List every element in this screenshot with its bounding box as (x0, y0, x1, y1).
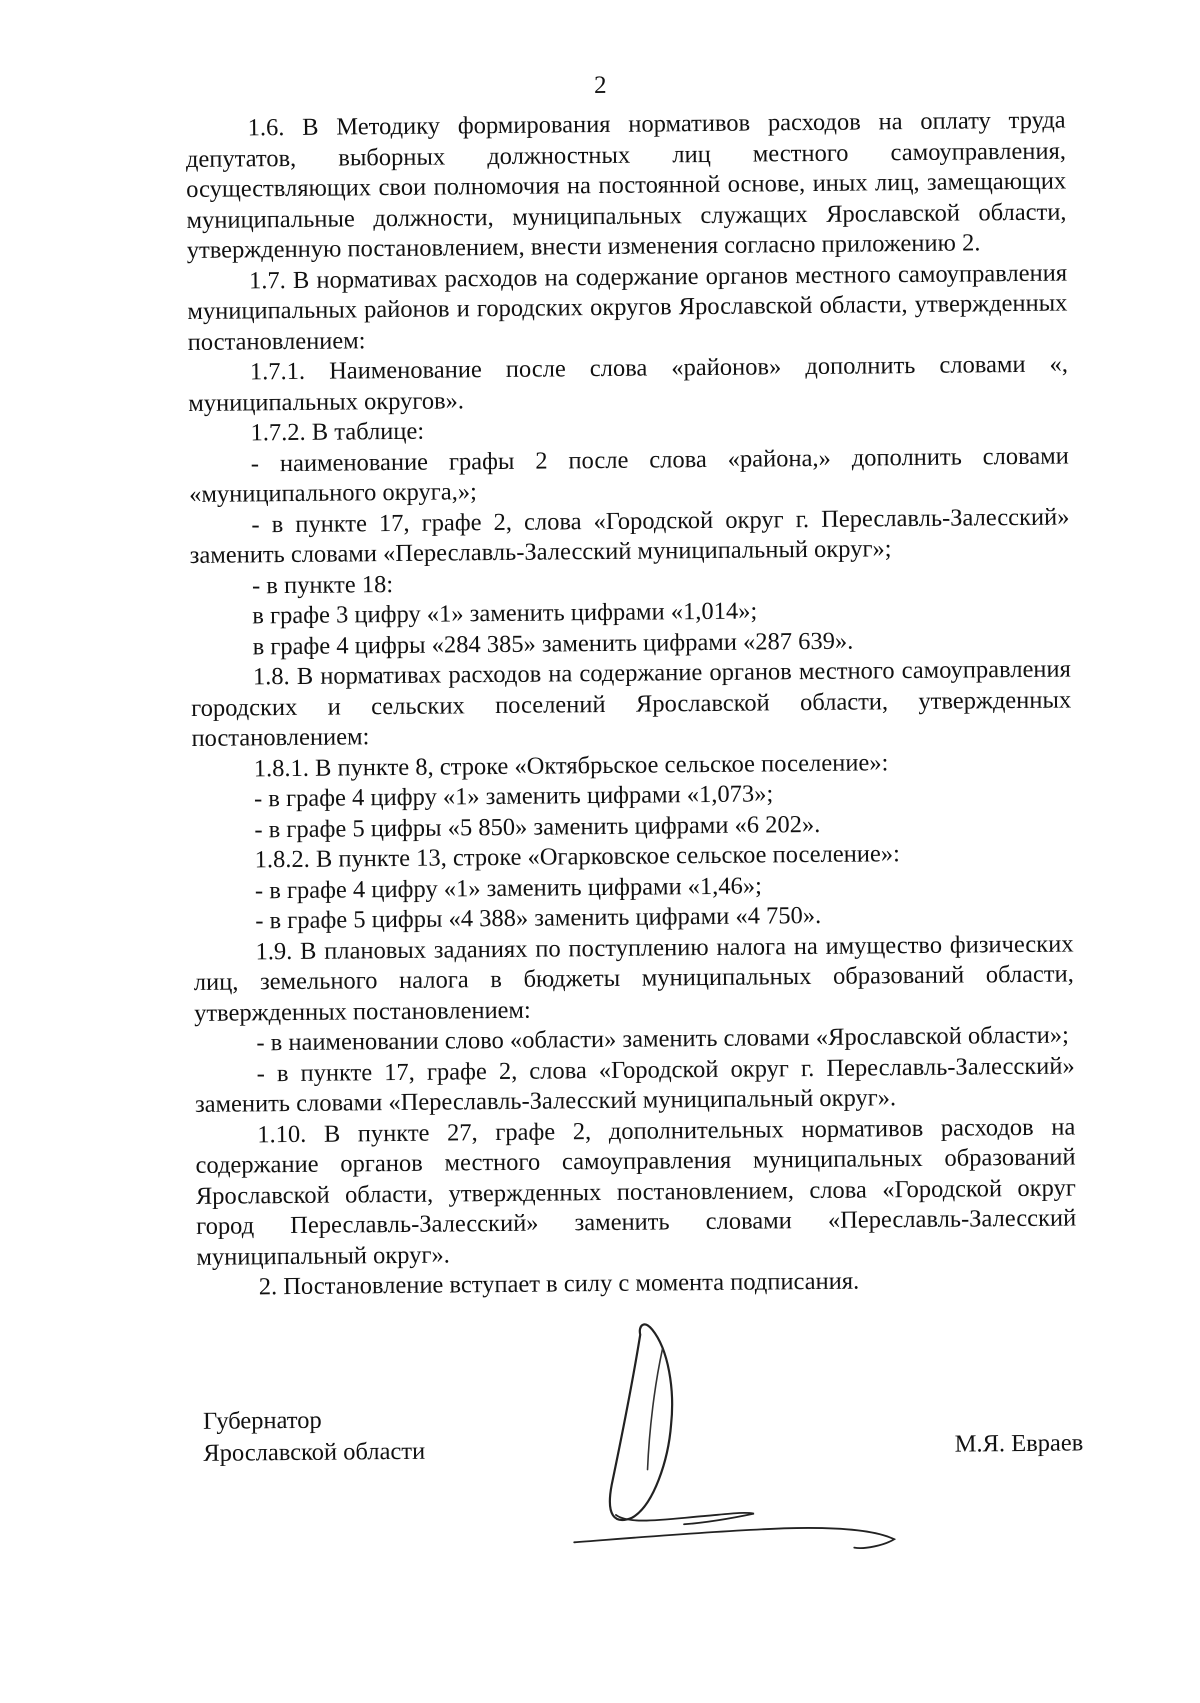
paragraph-1-6: 1.6. В Методику формирования нормативов расходов на оплату труда депутатов, выборных должностных лиц местного самоуправления, осуществляющих свои полномочия на постоянной основе, иных лиц, замещающих муниципальные должности, муниципальных служащих Ярославской области, утвержденную постановлением, внести изменения согласно приложению 2. (185, 106, 1067, 264)
paragraph-1-8: 1.8. В нормативах расходов на содержание органов местного самоуправления городских и сельских поселений Ярославской области, утвержденных постановлением: (191, 655, 1072, 752)
paragraph-1-7-1: 1.7.1. Наименование после слова «районов» дополнить словами «, муниципальных округов». (188, 350, 1069, 417)
signer-title-line: Ярославской области (203, 1437, 426, 1467)
list-item: - в пункте 17, графе 2, слова «Городской округ г. Переславль-Залесский» заменить словами «Переславль-Залесский муниципальный округ». (194, 1051, 1075, 1118)
list-item: в графе 4 цифры «284 385» заменить цифрами «287 639». (252, 627, 854, 660)
paragraph-1-7: 1.7. В нормативах расходов на содержание органов местного самоуправления муниципальных районов и городских округов Ярославской области, утвержденных постановлением: (187, 259, 1068, 356)
paragraph-1-9: 1.9. В плановых заданиях по поступлению налога на имущество физических лиц, земельного налога в бюджеты муниципальных образований области, утвержденных постановлением: (193, 929, 1074, 1027)
list-item: - в наименовании слово «области» заменить словами «Ярославской области»; (256, 1021, 1069, 1057)
list-item: - в графе 4 цифру «1» заменить цифрами «1,46»; (254, 871, 763, 904)
list-item: - в пункте 18: (251, 570, 394, 599)
list-item: - в графе 5 цифры «5 850» заменить цифрами «6 202». (254, 810, 821, 843)
paragraph-2: 2. Постановление вступает в силу с момента подписания. (258, 1267, 860, 1301)
list-item: в графе 3 цифру «1» заменить цифрами «1,014»; (252, 597, 758, 630)
list-item: - в графе 5 цифры «4 388» заменить цифрами «4 750». (255, 901, 822, 935)
paragraph-1-8-1: 1.8.1. В пункте 8, строке «Октябрьское сельское поселение»: (253, 748, 889, 782)
list-item: - в пункте 17, графе 2, слова «Городской округ г. Переславль-Залесский» заменить словами «Переславль-Залесский муниципальный округ»; (189, 503, 1070, 569)
page-number: 2 (593, 71, 607, 100)
paragraph-1-7-2: 1.7.2. В таблице: (250, 417, 425, 447)
paragraph-1-10: 1.10. В пункте 27, графе 2, дополнительных нормативов расходов на содержание органов местного самоуправления муниципальных образований Ярославской области, утвержденных постановлением, слова «Городской округ город Переславль-Залесский» заменить словами «Переславль-Залесский муниципальный округ». (195, 1112, 1077, 1271)
list-item: - в графе 4 цифру «1» заменить цифрами «1,073»; (253, 780, 774, 813)
signer-name: М.Я. Евраев (954, 1429, 1084, 1458)
signer-title (203, 1404, 425, 1470)
document-body (185, 106, 1076, 1304)
paragraph-1-8-2: 1.8.2. В пункте 13, строке «Огарковское сельское поселение»: (254, 840, 900, 874)
handwritten-signature (552, 1306, 974, 1570)
list-item: - наименование графы 2 после слова «района,» дополнить словами «муниципального округа,»; (189, 442, 1069, 508)
signer-title-line: Губернатор (202, 1406, 322, 1435)
